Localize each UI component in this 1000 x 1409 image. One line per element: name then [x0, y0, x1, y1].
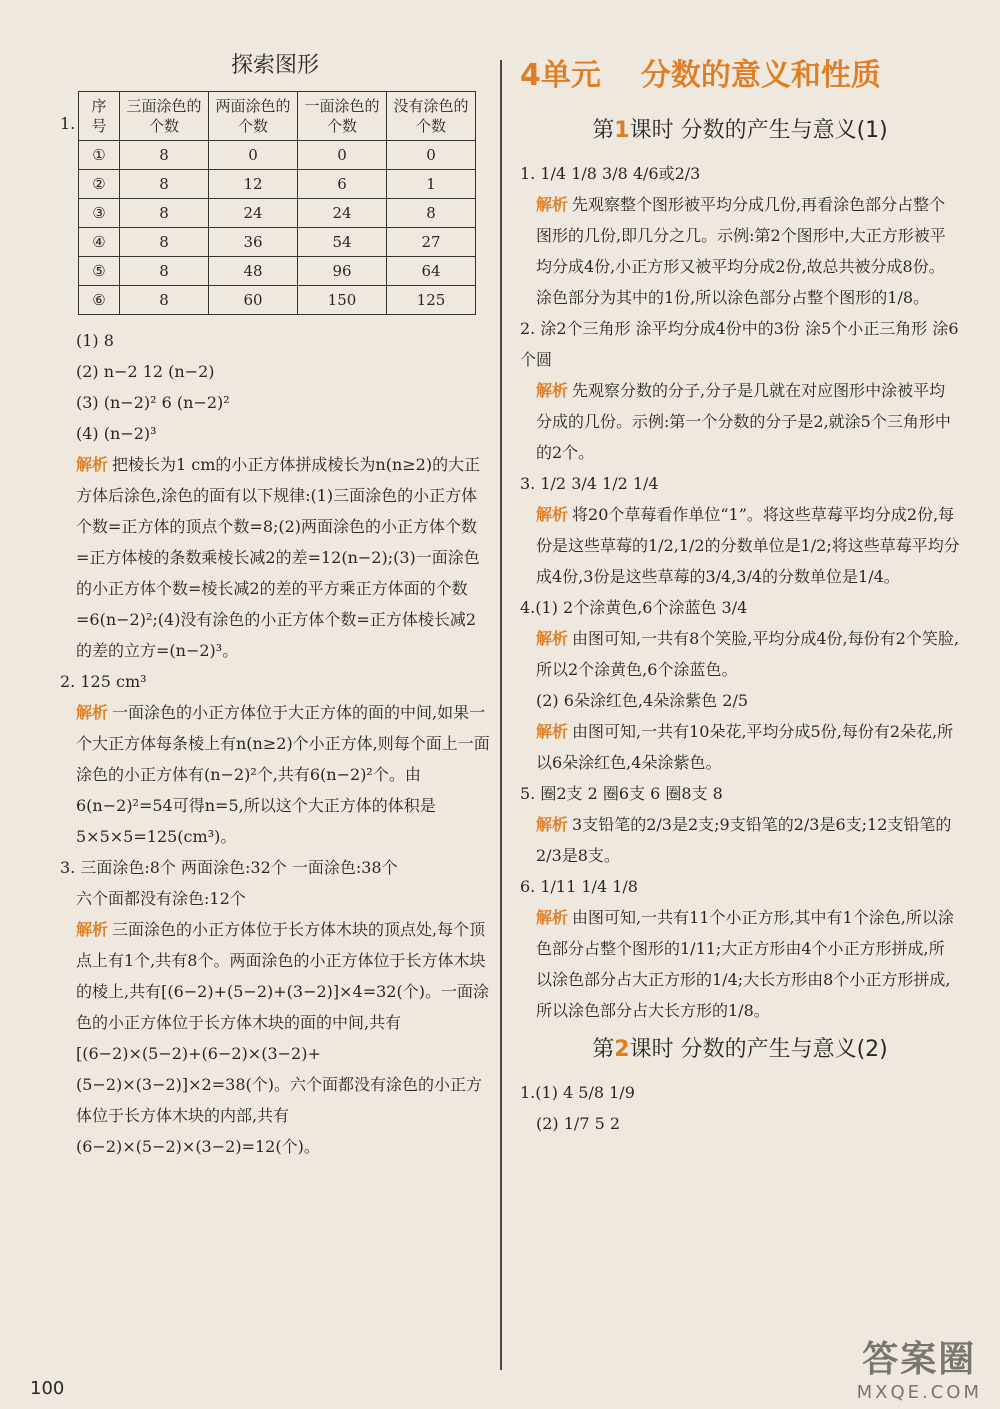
analysis-label: 解析: [536, 815, 569, 834]
right-column: [520, 60, 960, 1139]
table-cell: 8: [120, 286, 209, 315]
lesson-number: 1: [614, 118, 630, 143]
analysis-label: 解析: [536, 908, 569, 927]
analysis-paragraph: [520, 902, 960, 1026]
answer-line: 1.(1) 4 5/8 1/9: [520, 1083, 635, 1102]
table-header: 没有涂色的个数: [387, 92, 476, 141]
table-header: 一面涂色的个数: [298, 92, 387, 141]
table-cell: 24: [209, 199, 298, 228]
lesson-prefix: 第: [592, 118, 615, 143]
analysis-text: 由图可知,一共有11个小正方形,其中有1个涂色,所以涂色部分占整个图形的1/11;大正方形由4个小正方形拼成,所以涂色部分占大正方形的1/4;大长方形由8个小正方形拼成,所以涂色部分占大长方形的1/8。: [536, 908, 954, 1020]
answer-line: (2) 6朵涂红色,4朵涂紫色 2/5: [536, 691, 749, 710]
analysis-label: 解析: [76, 920, 109, 939]
answer-line: 2. 125 cm³: [60, 672, 147, 691]
analysis-text: 将20个草莓看作单位“1”。将这些草莓平均分成2份,每份是这些草莓的1/2,1/2的分数单位是1/2;将这些草莓平均分成4份,3份是这些草莓的3/4,3/4的分数单位是1/4。: [536, 505, 960, 586]
stamp-logo: 答案圈: [862, 1339, 977, 1380]
analysis-text: 先观察分数的分子,分子是几就在对应图形中涂被平均分成的几份。示例:第一个分数的分子是2,就涂5个三角形中的2个。: [536, 381, 951, 462]
analysis-text: 先观察整个图形被平均分成几份,再看涂色部分占整个图形的几份,即几分之几。示例:第2个图形中,大正方形被平均分成4份,小正方形又被平均分成2份,故总共被分成8份。涂色部分为其中的1份,所以涂色部分占整个图形的1/8。: [536, 195, 946, 307]
site-stamp: [857, 1331, 982, 1403]
table-cell: 8: [387, 199, 476, 228]
answer-line: (4) (n−2)³: [76, 424, 157, 443]
analysis-label: 解析: [536, 722, 569, 741]
answer-line: 3. 1/2 3/4 1/2 1/4: [520, 474, 659, 493]
analysis-text: 一面涂色的小正方体位于大正方体的面的中间,如果一个大正方体每条棱上有n(n≥2)个小正方体,则每个面上一面涂色的小正方体有(n−2)²个,共有6(n−2)²个。由6(n−2)²=54可得n=5,所以这个大正方体的体积是5×5×5=125(cm³)。: [76, 703, 490, 846]
lesson-title: [520, 1034, 960, 1065]
table-header: 两面涂色的个数: [209, 92, 298, 141]
analysis-text: 由图可知,一共有8个笑脸,平均分成4份,每份有2个笑脸,所以2个涂黄色,6个涂蓝色。: [536, 629, 959, 679]
answer-line: (3) (n−2)² 6 (n−2)²: [76, 393, 230, 412]
table-row: [79, 141, 476, 170]
table-cell: 48: [209, 257, 298, 286]
table-cell: 24: [298, 199, 387, 228]
analysis-paragraph: [520, 375, 960, 468]
column-divider: [500, 60, 502, 1370]
analysis-label: 解析: [536, 195, 569, 214]
table-cell: 0: [298, 141, 387, 170]
analysis-paragraph: [520, 623, 960, 685]
answer-line: 6. 1/11 1/4 1/8: [520, 877, 638, 896]
table-cell: ②: [79, 170, 120, 199]
table-cell: 8: [120, 228, 209, 257]
analysis-label: 解析: [536, 381, 569, 400]
answer-line: (2) 1/7 5 2: [536, 1114, 621, 1133]
table-cell: 125: [387, 286, 476, 315]
analysis-label: 解析: [76, 455, 109, 474]
q1-number: 1.: [60, 114, 76, 133]
left-column: [60, 50, 490, 1162]
table-row: [79, 286, 476, 315]
table-cell: 0: [209, 141, 298, 170]
table-cell: 27: [387, 228, 476, 257]
analysis-text: 三面涂色的小正方体位于长方体木块的顶点处,每个顶点上有1个,共有8个。两面涂色的小正方体位于长方体木块的棱上,共有[(6−2)+(5−2)+(3−2)]×4=32(个)。一面涂色的小正方体位于长方体木块的面的中间,共有[(6−2)×(5−2)+(6−2)×(3−2)+(5−2)×(3−2)]×2=38(个)。六个面都没有涂色的小正方体位于长方体木块的内部,共有(6−2)×(5−2)×(3−2)=12(个)。: [76, 920, 489, 1156]
analysis-paragraph: [520, 716, 960, 778]
table-cell: ⑥: [79, 286, 120, 315]
table-header-row: [79, 92, 476, 141]
answer-line: 5. 圈2支 2 圈6支 6 圈8支 8: [520, 784, 723, 803]
lesson-prefix: 第: [592, 1037, 615, 1062]
answer-line: (2) n−2 12 (n−2): [76, 362, 215, 381]
table-header: 三面涂色的个数: [120, 92, 209, 141]
table-cell: 54: [298, 228, 387, 257]
table-header: 序号: [79, 92, 120, 141]
stamp-url: MXQE.COM: [856, 1382, 982, 1403]
table-row: [79, 228, 476, 257]
page-number: 100: [30, 1378, 65, 1399]
lesson-title: [520, 115, 960, 146]
unit-title: [520, 60, 960, 91]
result-table: [78, 91, 476, 315]
analysis-text: 3支铅笔的2/3是2支;9支铅笔的2/3是6支;12支铅笔的2/3是8支。: [536, 815, 952, 865]
lesson-number: 2: [614, 1037, 630, 1062]
analysis-paragraph: [520, 499, 960, 592]
answer-line: 六个面都没有涂色:12个: [76, 889, 246, 908]
table-cell: 64: [387, 257, 476, 286]
analysis-paragraph: [60, 697, 490, 852]
table-row: [79, 170, 476, 199]
answer-line: 1. 1/4 1/8 3/8 4/6或2/3: [520, 164, 701, 183]
answer-line: 3. 三面涂色:8个 两面涂色:32个 一面涂色:38个: [60, 858, 398, 877]
table-cell: 60: [209, 286, 298, 315]
table-cell: 12: [209, 170, 298, 199]
table-cell: 6: [298, 170, 387, 199]
table-cell: ③: [79, 199, 120, 228]
table-row: [79, 199, 476, 228]
table-cell: 8: [120, 199, 209, 228]
unit-number: 4单元: [520, 58, 601, 93]
analysis-paragraph: [520, 189, 960, 313]
analysis-paragraph: [520, 809, 960, 871]
table-cell: 0: [387, 141, 476, 170]
table-cell: 8: [120, 141, 209, 170]
table-cell: 96: [298, 257, 387, 286]
answer-line: 2. 涂2个三角形 涂平均分成4份中的3份 涂5个小正三角形 涂6个圆: [520, 319, 959, 369]
analysis-paragraph: [60, 914, 490, 1162]
section-title: 探索图形: [230, 53, 319, 78]
lesson-name: 课时 分数的产生与意义(2): [629, 1037, 888, 1062]
lesson-name: 课时 分数的产生与意义(1): [629, 118, 888, 143]
table-cell: 8: [120, 257, 209, 286]
answer-line: 4.(1) 2个涂黄色,6个涂蓝色 3/4: [520, 598, 748, 617]
analysis-label: 解析: [536, 629, 569, 648]
table-row: [79, 257, 476, 286]
analysis-text: 把棱长为1 cm的小正方体拼成棱长为n(n≥2)的大正方体后涂色,涂色的面有以下规律:(1)三面涂色的小正方体个数=正方体的顶点个数=8;(2)两面涂色的小正方体个数=正方体棱的条数乘棱长减2的差=12(n−2);(3)一面涂色的小正方体个数=棱长减2的差的平方乘正方体面的个数=6(n−2)²;(4)没有涂色的小正方体个数=正方体棱长减2的差的立方=(n−2)³。: [76, 455, 481, 660]
table-cell: ⑤: [79, 257, 120, 286]
analysis-paragraph: [60, 449, 490, 666]
table-cell: 36: [209, 228, 298, 257]
answer-line: (1) 8: [76, 331, 114, 350]
table-cell: ①: [79, 141, 120, 170]
unit-name: 分数的意义和性质: [640, 58, 881, 93]
analysis-label: 解析: [536, 505, 569, 524]
table-cell: ④: [79, 228, 120, 257]
analysis-label: 解析: [76, 703, 109, 722]
table-cell: 8: [120, 170, 209, 199]
table-cell: 150: [298, 286, 387, 315]
analysis-text: 由图可知,一共有10朵花,平均分成5份,每份有2朵花,所以6朵涂红色,4朵涂紫色。: [536, 722, 954, 772]
table-cell: 1: [387, 170, 476, 199]
